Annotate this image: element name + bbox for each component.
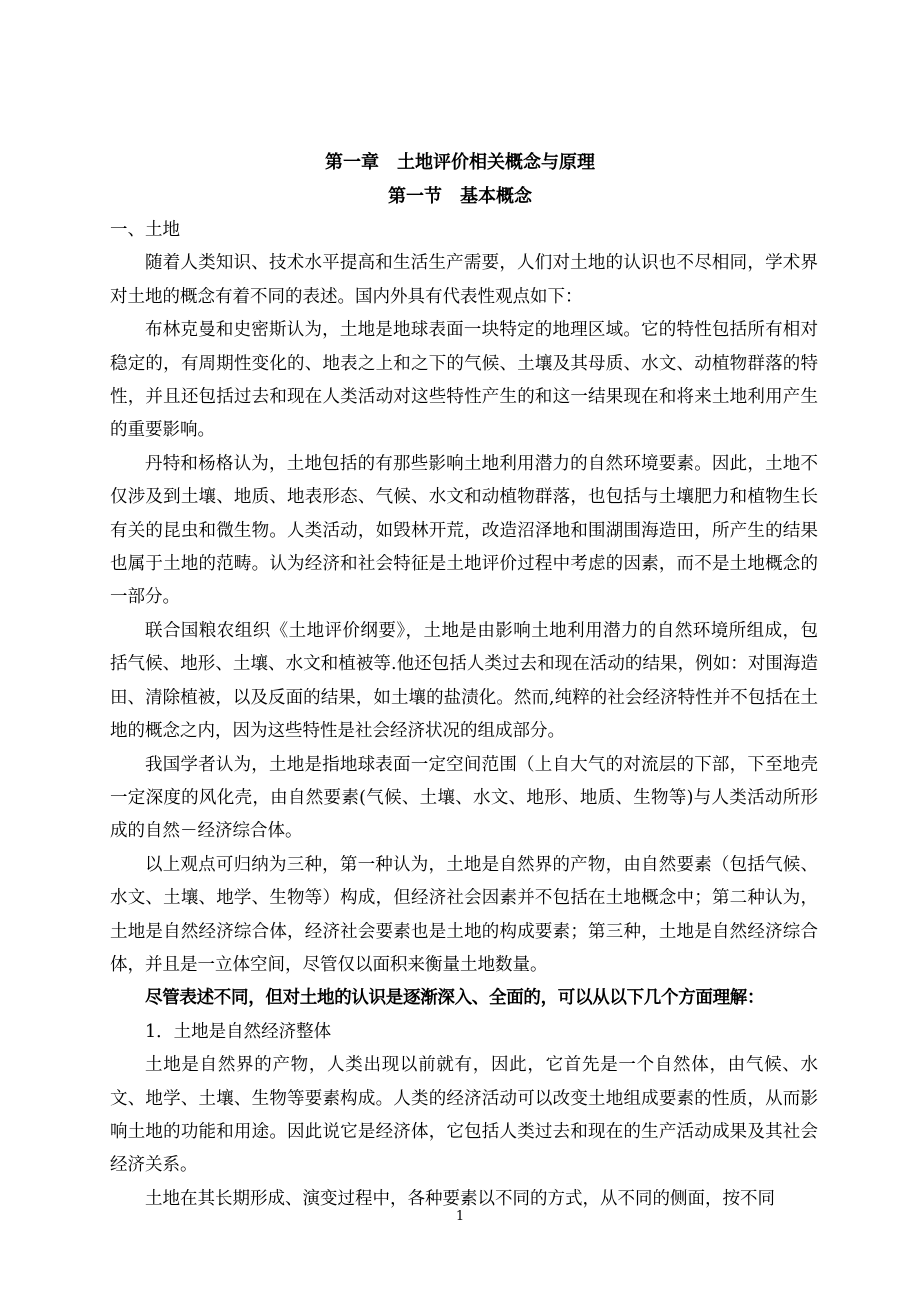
- paragraph: 我国学者认为，土地是指地球表面一定空间范围（上自大气的对流层的下部，下至地壳一定深度的风化壳，由自然要素(气候、土壤、水文、地形、地质、生物等)与人类活动所形成的自然－经济综合体。: [110, 754, 818, 842]
- heading-land: 一、土地: [110, 220, 180, 240]
- section-title: 第一节 基本概念: [388, 186, 532, 207]
- page-number: 1: [455, 1209, 465, 1224]
- chapter-title: 第一章 土地评价相关概念与原理: [325, 152, 595, 173]
- paragraph: 联合国粮农组织《土地评价纲要》，土地是由影响土地利用潜力的自然环境所组成，包括气候、地形、土壤、水文和植被等.他还包括人类过去和现在活动的结果，例如：对围海造田、清除植被，以及反面的结果，如土壤的盐渍化。然而,纯粹的社会经济特性并不包括在土地的概念之内，因为这些特性是社会经济状况的组成部分。: [110, 620, 818, 742]
- paragraph: 丹特和杨格认为，土地包括的有那些影响土地利用潜力的自然环境要素。因此，土地不仅涉及到土壤、地质、地表形态、气候、水文和动植物群落，也包括与土壤肥力和植物生长有关的昆虫和微生物。人类活动，如毁林开荒，改造沼泽地和围湖围海造田，所产生的结果也属于土地的范畴。认为经济和社会特征是土地评价过程中考虑的因素，而不是土地概念的一部分。: [110, 453, 818, 608]
- paragraph: 随着人类知识、技术水平提高和生活生产需要，人们对土地的认识也不尽相同，学术界对土地的概念有着不同的表述。国内外具有代表性观点如下：: [110, 253, 818, 307]
- document-body: [110, 214, 818, 1216]
- paragraph: 布林克曼和史密斯认为，土地是地球表面一块特定的地理区域。它的特性包括所有相对稳定的，有周期性变化的、地表之上和之下的气候、土壤及其母质、水文、动植物群落的特性，并且还包括过去和现在人类活动对这些特性产生的和这一结果现在和将来土地利用产生的重要影响。: [110, 320, 818, 441]
- bold-statement: 尽管表述不同，但对土地的认识是逐渐深入、全面的，可以从以下几个方面理解：: [145, 988, 765, 1009]
- paragraph: 以上观点可归纳为三种，第一种认为，土地是自然界的产物，由自然要素（包括气候、水文、土壤、地学、生物等）构成，但经济社会因素并不包括在土地概念中；第二种认为，土地是自然经济综合体，经济社会要素也是土地的构成要素；第三种，土地是自然经济综合体，并且是一立体空间，尽管仅以面积来衡量土地数量。: [110, 854, 818, 975]
- subheading-natural-economic-whole: 1．土地是自然经济整体: [145, 1021, 332, 1042]
- paragraph: 土地是自然界的产物，人类出现以前就有，因此，它首先是一个自然体，由气候、水文、地学、土壤、生物等要素构成。人类的经济活动可以改变土地组成要素的性质，从而影响土地的功能和用途。因此说它是经济体，它包括人类过去和现在的生产活动成果及其社会经济关系。: [110, 1055, 818, 1176]
- paragraph: 土地在其长期形成、演变过程中，各种要素以不同的方式，从不同的侧面，按不同: [145, 1188, 775, 1209]
